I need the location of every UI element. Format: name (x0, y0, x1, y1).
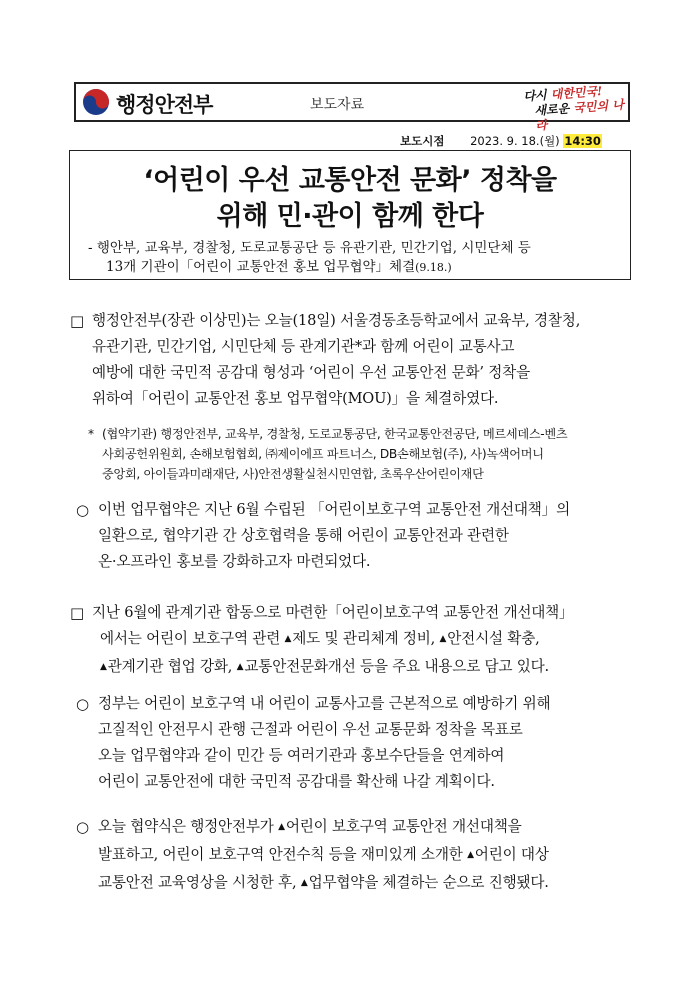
subtitle-date: (9.18.) (415, 261, 452, 274)
square-bullet: □ (70, 604, 85, 622)
circle-bullet: ○ (76, 818, 90, 836)
circle-bullet: ○ (76, 501, 90, 519)
triangle-icon: ▲ (284, 634, 292, 644)
p4-line: 정부는 어린이 보호구역 내 어린이 교통사고를 근본적으로 예방하기 위해 (98, 695, 551, 712)
p5-line1-b: 어린이 보호구역 교통안전 개선대책을 (285, 818, 522, 835)
paragraph-2 (98, 497, 638, 575)
doc-type-label: 보도자료 (310, 97, 365, 113)
page-title (70, 163, 630, 235)
p2-line: 이번 업무협약은 지난 6월 수립된 「어린이보호구역 교통안전 개선대책」의 (98, 501, 570, 518)
ministry-logo (82, 88, 228, 116)
p3-line3-a: 관계기관 협업 강화, (107, 658, 237, 675)
triangle-icon: ▲ (236, 662, 244, 672)
p1-line: 위하여「어린이 교통안전 홍보 업무협약(MOU)」을 체결하였다. (92, 390, 499, 407)
p4-line: 고질적인 안전무시 관행 근절과 어린이 우선 교통문화 정착을 목표로 (98, 721, 523, 738)
p1-line: 유관기관, 민간기업, 시민단체 등 관계기관*과 함께 어린이 교통사고 (92, 338, 515, 355)
slogan-line2-b: 국민의 나라 (535, 97, 625, 133)
square-bullet: □ (70, 312, 85, 330)
paragraph-1 (92, 308, 637, 412)
release-time (400, 133, 602, 149)
p4-line: 오늘 업무협약과 같이 민간 등 여러기관과 홍보수단들을 연계하여 (98, 747, 505, 764)
triangle-icon: ▲ (100, 662, 107, 672)
slogan-line1-a: 다시 (522, 87, 552, 104)
p5-line1-a: 오늘 협약식은 행정안전부가 (98, 818, 279, 835)
footnote-marker: * (88, 427, 94, 441)
p1-line: 행정안전부(장관 이상민)는 오늘(18일) 서울경동초등학교에서 교육부, 경찰청, (92, 312, 581, 329)
paragraph-5 (98, 814, 638, 898)
paragraph-4 (98, 691, 638, 795)
triangle-icon: ▲ (278, 822, 285, 832)
p2-line: 온·오프라인 홍보를 강화하고자 마련되었다. (98, 553, 371, 570)
triangle-icon: ▲ (300, 878, 308, 888)
title-box (69, 150, 631, 280)
p3-line2-a: 에서는 어린이 보호구역 관련 (100, 630, 285, 647)
letterhead (74, 82, 630, 133)
p4-line: 어린이 교통안전에 대한 국민적 공감대를 확산해 나갈 계획이다. (98, 773, 495, 790)
p3-line2-c: 안전시설 확충, (447, 630, 540, 647)
p5-line2-a: 발표하고, 어린이 보호구역 안전수칙 등을 재미있게 소개한 (98, 846, 468, 863)
note-line: (협약기관) 행정안전부, 교육부, 경찰청, 도로교통공단, 한국교통안전공단, 메르세데스-벤츠 (102, 427, 568, 441)
slogan-line2-a: 새로운 (533, 101, 574, 118)
note-line: 사회공헌위원회, 손해보험협회, ㈜제이에프 파트너스, DB손해보험(주), 사)녹색어머니 (102, 447, 544, 461)
p1-line: 예방에 대한 국민적 공감대 형성과 ‘어린이 우선 교통안전 문화’ 정착을 (92, 364, 530, 381)
ministry-name: 행정안전부 (116, 93, 213, 117)
p3-line2-b: 제도 및 관리체계 정비, (292, 630, 440, 647)
slogan (522, 82, 627, 133)
p3-line3-b: 교통안전문화개선 등을 주요 내용으로 담고 있다. (244, 658, 549, 675)
p5-line3-b: 업무협약을 체결하는 순으로 진행됐다. (308, 874, 549, 891)
triangle-icon: ▲ (439, 634, 447, 644)
title-line1: ‘어린이 우선 교통안전 문화’ 정착을 (143, 165, 557, 196)
subtitle-line2: 13개 기관이「어린이 교통안전 홍보 업무협약」체결 (106, 259, 416, 275)
p5-line3-a: 교통안전 교육영상을 시청한 후, (98, 874, 301, 891)
release-date: 2023. 9. 18.(월) (470, 134, 560, 148)
p5-line2-b: 어린이 대상 (474, 846, 549, 863)
p3-line1: 지난 6월에 관계기관 합동으로 마련한「어린이보호구역 교통안전 개선대책」 (92, 604, 574, 621)
taegeuk-icon (82, 88, 110, 116)
note-line: 중앙회, 아이들과미래재단, 사)안전생활실천시민연합, 초록우산어린이재단 (102, 467, 484, 481)
triangle-icon: ▲ (467, 850, 474, 860)
subtitle-line1: - 행안부, 교육부, 경찰청, 도로교통공단 등 유관기관, 민간기업, 시민단체 등 (88, 240, 531, 256)
slogan-line1-b: 대한민국! (550, 84, 603, 102)
circle-bullet: ○ (76, 695, 90, 713)
subtitle (88, 239, 618, 277)
release-label: 보도시점 (400, 134, 445, 148)
title-line2: 위해 민·관이 함께 한다 (216, 201, 484, 232)
release-time-highlight: 14:30 (564, 134, 601, 148)
p2-line: 일환으로, 협약기관 간 상호협력을 통해 어린이 교통안전과 관련한 (98, 527, 509, 544)
paragraph-3 (92, 600, 637, 682)
